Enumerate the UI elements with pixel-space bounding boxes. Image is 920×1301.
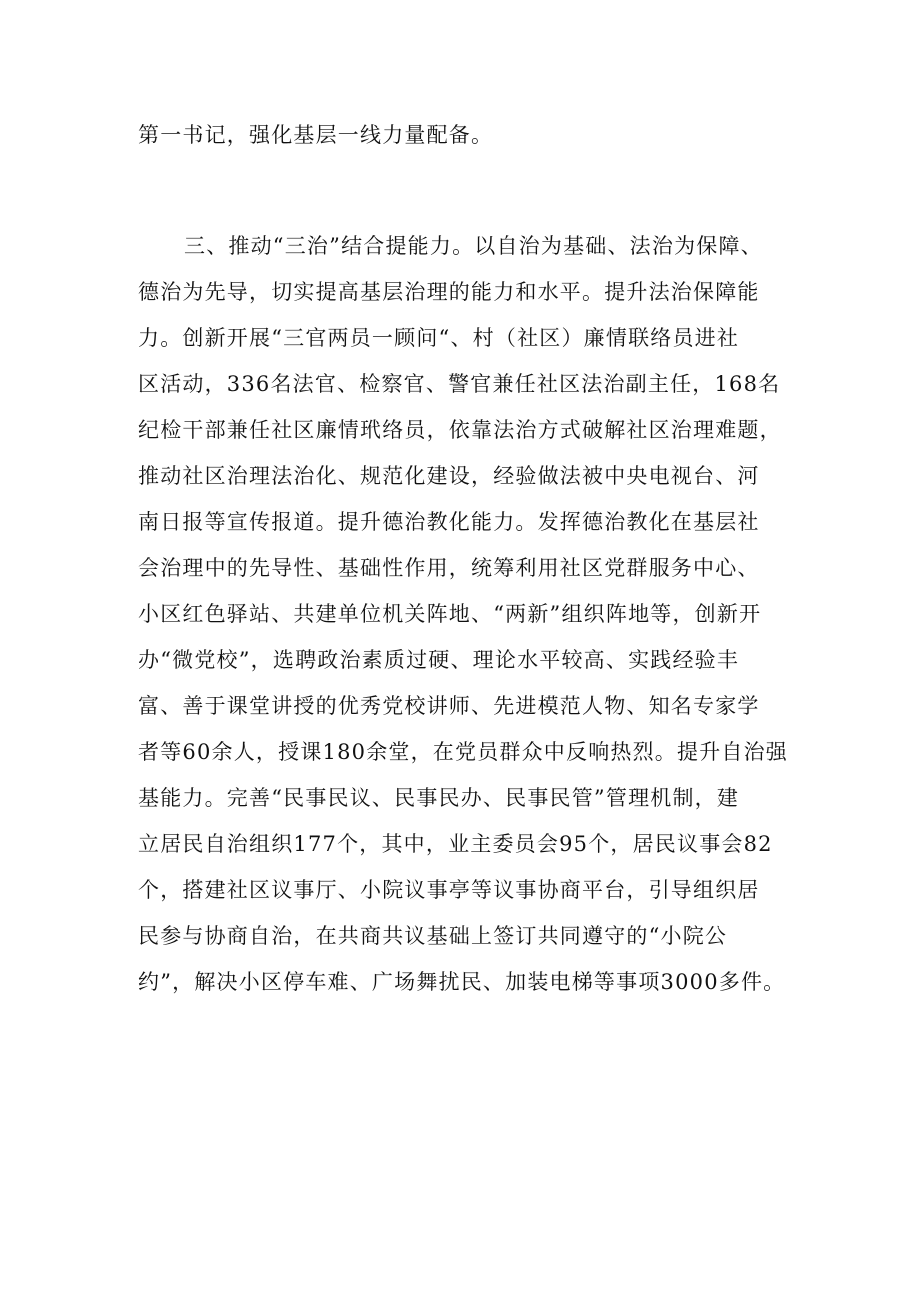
paragraph-line: 小区红色驿站、共建单位机关阵地、“两新”组织阵地等，创新开: [138, 602, 762, 626]
paragraph-line: 区活动，336名法官、检察官、警官兼任社区法治副主任，168名: [138, 372, 781, 396]
section-heading-line: 三、推动“三治”结合提能力。以自治为基础、法治为保障、: [184, 234, 763, 258]
paragraph-line: 力。创新开展“三官两员一顾问“、村（社区）廉情联络员进社: [138, 326, 740, 350]
paragraph-line: 纪检干部兼任社区廉情玳络员，依靠法治方式破解社区治理难题，: [138, 418, 782, 442]
paragraph-line: 者等60余人，授课180余堂，在党员群众中反响热烈。提升自治强: [138, 740, 789, 764]
paragraph-line: 立居民自治组织177个，其中，业主委员会95个，居民议事会82: [138, 832, 773, 856]
paragraph-line: 会治理中的先导性、基础性作用，统筹利用社区党群服务中心、: [138, 556, 760, 580]
paragraph-line: 个，搭建社区议事厅、小院议事亭等议事协商平台，引导组织居: [138, 878, 760, 902]
paragraph-line: 富、善于课堂讲授的优秀党校讲师、先进模范人物、知名专家学: [138, 694, 760, 718]
paragraph-line: 民参与协商自治，在共商共议基础上签订共同遵守的“小院公: [138, 924, 728, 948]
paragraph-line: 推动社区治理法治化、规范化建设，经验做法被中央电视台、河: [138, 464, 760, 488]
paragraph-line: 南日报等宣传报道。提升德治教化能力。发挥德治教化在基层社: [138, 510, 760, 534]
paragraph-line: 办“微党校”，选聘政治素质过硬、理论水平较高、实践经验丰: [138, 648, 740, 672]
paragraph-line: 基能力。完善“民事民议、民事民办、民事民管”管理机制，建: [138, 786, 740, 810]
paragraph-line: 约”，解决小区停车难、广场舞扰民、加装电梯等事项3000多件。: [138, 970, 786, 994]
paragraph-line: 德治为先导，切实提高基层治理的能力和水平。提升法治保障能: [138, 280, 760, 304]
paragraph-line-1: 第一书记，强化基层一线力量配备。: [138, 123, 494, 147]
